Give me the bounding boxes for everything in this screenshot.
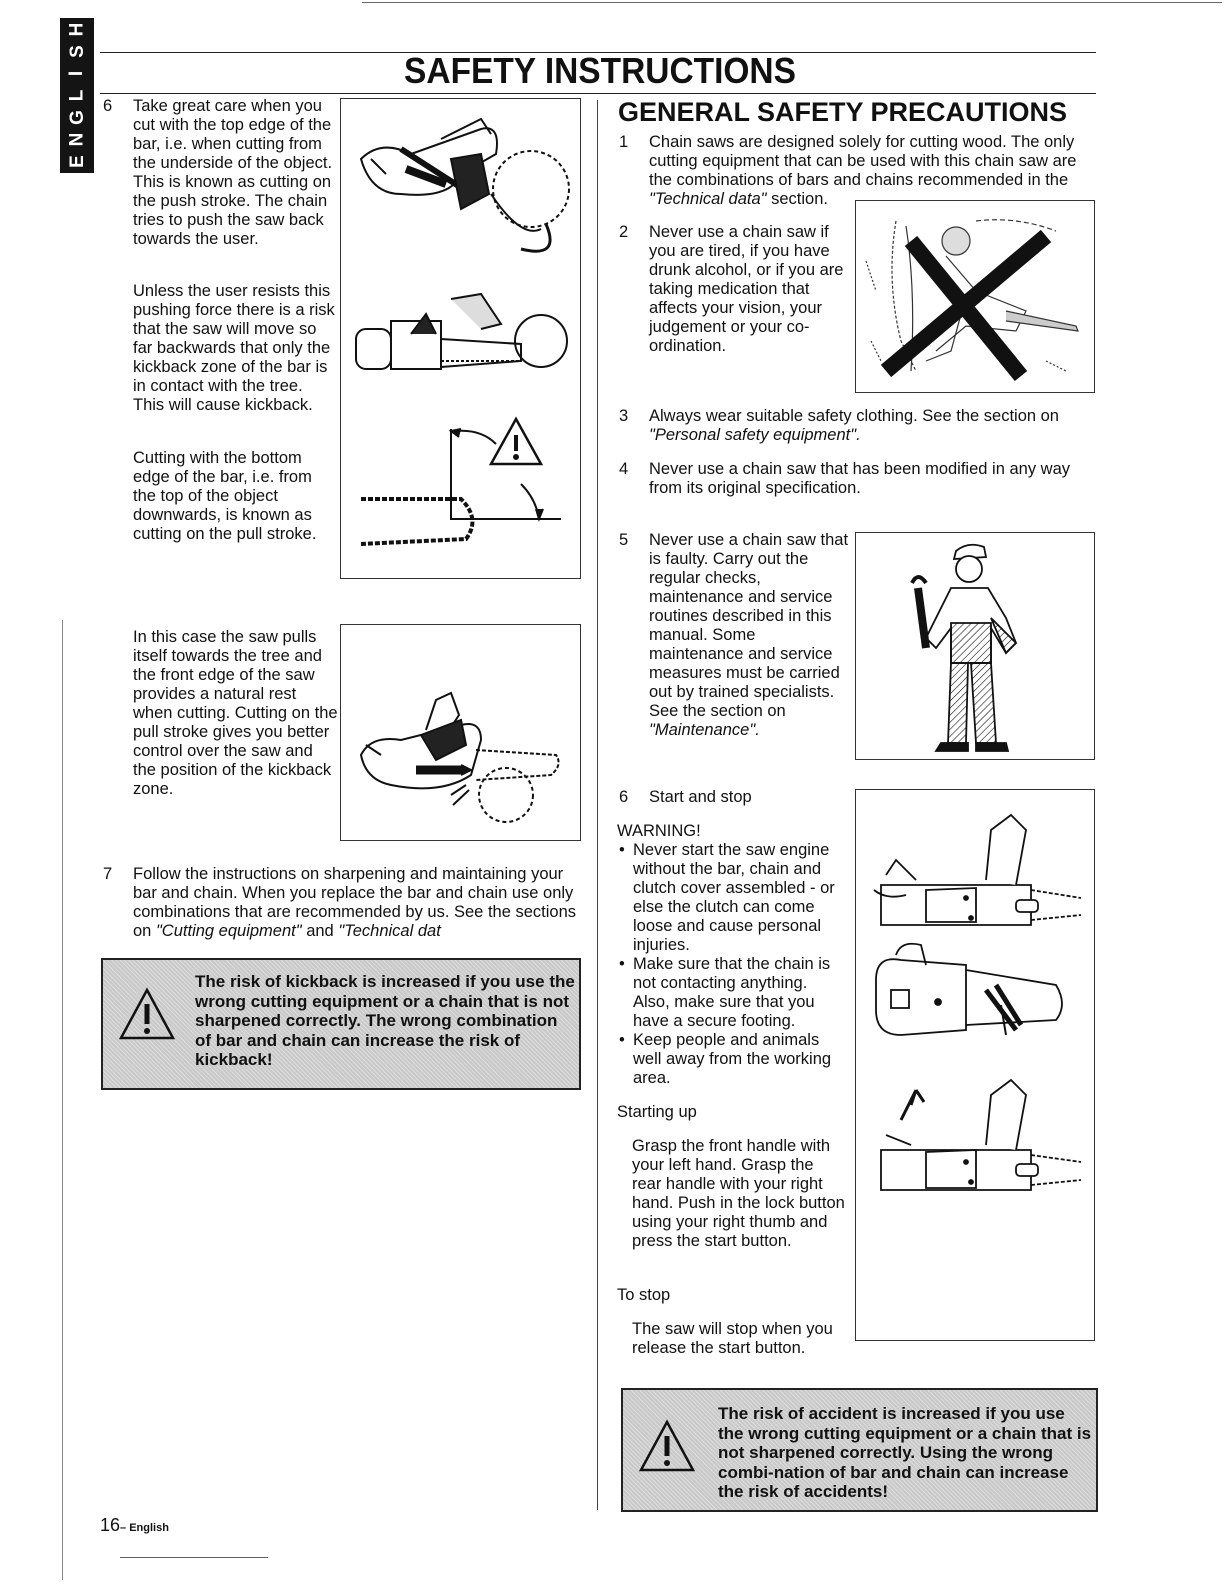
safety-item-6-text: Start and stop: [649, 788, 752, 806]
page-language: – English: [120, 1522, 169, 1534]
safety-item-1-ref: "Technical data": [649, 190, 767, 208]
item-6-number: 6: [103, 97, 113, 115]
safety-item-4-number: 4: [619, 460, 629, 478]
crossed-out-tired-operator-illustration: [856, 201, 1093, 391]
safety-item-1-body: Chain saws are designed solely for cutting wood. The only cutting equipment that can be used with this chain saw are the combinations of bars and chains recommended in the: [649, 133, 1077, 189]
item-7-ref-cutting: "Cutting equipment": [155, 922, 302, 940]
item-7-number: 7: [103, 865, 113, 883]
language-tab-letter: H: [66, 22, 88, 36]
to-stop-heading: To stop: [617, 1286, 671, 1304]
header-rule-bottom: [100, 93, 1096, 94]
warning-triangle-icon: [637, 1418, 697, 1474]
page-footer: [100, 1515, 169, 1536]
safety-item-1-tail: section.: [771, 190, 828, 208]
no-tired-operation-figure: [855, 200, 1095, 393]
pull-stroke-illustration: [341, 625, 579, 839]
safety-item-5-body: Never use a chain saw that is faulty. Carry out the regular checks, maintenance and service routines described in this manual. Some maintenance and service measures must be carried out by trained specialists. See the section on: [649, 531, 849, 720]
item-6-paragraph-3: Cutting with the bottom edge of the bar, i.e. from the top of the object downwards, is known as cutting on the pull stroke.: [133, 449, 317, 543]
safety-item-4-text: Never use a chain saw that has been modified in any way from its original specification.: [649, 460, 1070, 497]
warning-triangle-icon: [117, 986, 177, 1042]
page-number: 16: [100, 1515, 121, 1535]
to-stop-text: The saw will stop when you release the start button.: [632, 1320, 833, 1357]
safety-item-6-number: 6: [619, 788, 629, 806]
safety-item-3-text: [649, 407, 1094, 445]
trained-specialist-figure: [855, 532, 1095, 760]
safety-item-5-text: [649, 531, 849, 740]
item-7-ref-technical: "Technical dat: [338, 922, 441, 940]
starting-chainsaw-illustrations: [856, 790, 1093, 1339]
top-rule: [362, 2, 1222, 3]
push-stroke-illustration: [341, 99, 579, 577]
item-6-paragraph-4: In this case the saw pulls itself towards the tree and the front edge of the saw provides a natural rest when cutting. Cutting on the pull stroke gives you better control over the saw and the position of the kickback zone.: [133, 628, 338, 798]
language-tab-letter: E: [66, 155, 88, 169]
accident-warning-box: [621, 1388, 1098, 1512]
item-7-and: and: [306, 922, 334, 940]
start-warnings-list: [617, 841, 845, 1088]
footer-rule: [120, 1557, 268, 1558]
start-warning-1: • Never start the saw engine without the bar, chain and clutch cover assembled - or else the clutch can come loose and cause personal injuries.: [617, 841, 845, 955]
start-warning-3: • Keep people and animals well away from the working area.: [617, 1031, 845, 1088]
language-tab: [60, 18, 94, 173]
push-stroke-figure: [340, 98, 581, 579]
kickback-warning-text: The risk of kickback is increased if you use the wrong cutting equipment or a chain that is not sharpened correctly. The wrong combination of bar and chain can increase the risk of kickback!: [195, 972, 575, 1069]
starting-up-text: Grasp the front handle with your left hand. Grasp the rear handle with your right hand. Push in the lock button using your right thumb and press the start button.: [632, 1137, 845, 1250]
starting-up-heading: Starting up: [617, 1103, 697, 1121]
center-divider: [597, 100, 598, 1510]
safety-item-2-number: 2: [619, 223, 629, 241]
safety-item-1-text: [649, 133, 1094, 209]
left-margin-line: [62, 620, 63, 1580]
safety-item-5-number: 5: [619, 531, 629, 549]
language-tab-letter: N: [66, 132, 88, 147]
language-tab-letter: G: [66, 110, 88, 126]
item-6-paragraph-2: Unless the user resists this pushing force there is a risk that the saw will move so far backwards that only the kickback zone of the bar is in contact with the tree. This will cause kickback.: [133, 282, 335, 414]
item-7-text: [133, 865, 578, 941]
accident-warning-text: The risk of accident is increased if you use the wrong cutting equipment or a chain that is not sharpened correctly. Using the wrong combi-nation of bar and chain can increase the risk of accidents!: [718, 1404, 1092, 1501]
language-tab-letter: S: [66, 44, 88, 58]
item-7-body: Follow the instructions on sharpening and maintaining your bar and chain. When you replace the bar and chain use only combinations that are recommended by us. See the sections on: [133, 865, 576, 940]
safety-item-1-number: 1: [619, 133, 629, 151]
general-safety-heading: GENERAL SAFETY PRECAUTIONS: [618, 97, 1068, 127]
start-warning-2: • Make sure that the chain is not contacting anything. Also, make sure that you have a secure footing.: [617, 955, 845, 1031]
safety-item-5-ref: "Maintenance".: [649, 721, 760, 739]
start-stop-figure: [855, 789, 1095, 1341]
warning-label: WARNING!: [617, 822, 701, 840]
page-title: SAFETY INSTRUCTIONS: [404, 50, 796, 91]
safety-item-2-text: Never use a chain saw if you are tired, if you have drunk alcohol, or if you are taking medication that affects your vision, your judgement or your co-ordination.: [649, 223, 844, 355]
language-tab-letter: L: [66, 89, 88, 102]
safety-item-3-ref: "Personal safety equipment".: [649, 426, 861, 444]
item-6-paragraph-1: Take great care when you cut with the top edge of the bar, i.e. when cutting from the underside of the object. This is known as cutting on the push stroke. The chain tries to push the saw back towards the user.: [133, 97, 333, 248]
safety-item-3-number: 3: [619, 407, 629, 425]
pull-stroke-figure: [340, 624, 581, 841]
mechanic-with-wrench-illustration: [856, 533, 1093, 758]
safety-item-3-body: Always wear suitable safety clothing. See the section on: [649, 407, 1059, 425]
language-tab-letter: I: [66, 70, 88, 76]
kickback-warning-box: [101, 958, 581, 1090]
